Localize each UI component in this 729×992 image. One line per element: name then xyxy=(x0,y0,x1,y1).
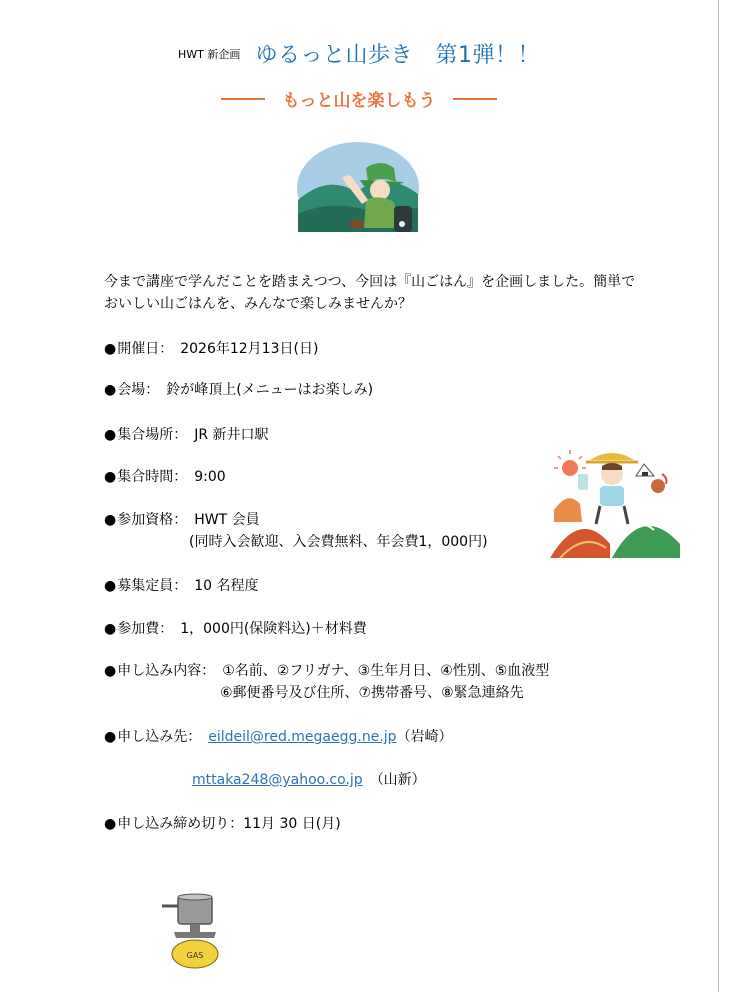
bullet: ● xyxy=(104,427,117,443)
bullet: ● xyxy=(104,663,117,679)
detail-venue xyxy=(104,379,373,401)
detail-meeting-time xyxy=(104,466,226,488)
pretitle: HWT 新企画 xyxy=(178,47,241,61)
application-content-line-1: ①名前、②フリガナ、③生年月日、④性別、⑤血液型 xyxy=(222,663,550,679)
bullet: ● xyxy=(104,512,117,528)
detail-meeting-place xyxy=(104,424,269,446)
subtitle: もっと山を楽しもう xyxy=(282,91,436,111)
intro-paragraph xyxy=(104,271,635,315)
intro-line-1: 今まで講座で学んだことを踏まえつつ、今回は『山ごはん』を企画しました。簡単で xyxy=(104,274,636,290)
detail-contact xyxy=(104,726,453,748)
contact-second xyxy=(192,769,426,791)
date-label: 開催日： xyxy=(117,341,174,357)
date-value: 2026年12月13日(日) xyxy=(180,341,319,357)
bullet: ● xyxy=(104,816,117,832)
fee-label: 参加費： xyxy=(117,621,174,637)
capacity-label: 募集定員： xyxy=(117,578,188,594)
fee-value: 1，000円(保険料込)＋材料費 xyxy=(180,621,367,637)
contact-email-link-2[interactable]: mttaka248@yahoo.co.jp xyxy=(192,772,363,788)
bullet: ● xyxy=(104,578,117,594)
header xyxy=(0,38,718,69)
eligibility-value: HWT 会員 xyxy=(194,512,260,528)
meeting-time-value: 9:00 xyxy=(194,469,226,485)
deadline-label: 申し込み締め切り： xyxy=(117,816,244,832)
contact-name-2: （山新） xyxy=(369,772,426,788)
contact-name-1: （岩崎） xyxy=(396,729,453,745)
page-title: ゆるっと山歩き 第1弾！！ xyxy=(255,43,540,68)
application-content-label: 申し込み内容： xyxy=(117,663,216,679)
venue-label: 会場： xyxy=(117,382,160,398)
meeting-place-value: JR 新井口駅 xyxy=(194,427,269,443)
camping-stove-illustration xyxy=(160,892,226,970)
kids-hiking-illustration xyxy=(550,448,680,560)
capacity-value: 10 名程度 xyxy=(194,578,259,594)
detail-capacity xyxy=(104,575,258,597)
detail-fee xyxy=(104,618,367,640)
bullet: ● xyxy=(104,341,117,357)
venue-value: 鈴が峰頂上(メニューはお楽しみ) xyxy=(166,382,374,398)
detail-eligibility xyxy=(104,509,260,531)
application-content-line-2: ⑥郵便番号及び住所、⑦携帯番号、⑧緊急連絡先 xyxy=(220,685,524,701)
intro-line-2: おいしい山ごはんを、みんなで楽しみませんか？ xyxy=(104,296,412,312)
subtitle-rule-right xyxy=(453,98,497,100)
contact-email-link-1[interactable]: eildeil@red.megaegg.ne.jp xyxy=(208,729,397,745)
eligibility-label: 参加資格： xyxy=(117,512,188,528)
detail-application-content xyxy=(104,660,549,682)
detail-deadline xyxy=(104,813,341,835)
detail-date xyxy=(104,338,318,360)
bullet: ● xyxy=(104,382,117,398)
contact-label: 申し込み先： xyxy=(117,729,202,745)
eligibility-note: (同時入会歓迎、入会費無料、年会費1，000円) xyxy=(189,534,488,550)
meeting-time-label: 集合時間： xyxy=(117,469,188,485)
hiker-eating-illustration xyxy=(294,128,422,248)
meeting-place-label: 集合場所： xyxy=(117,427,188,443)
subtitle-row xyxy=(0,86,718,111)
bullet: ● xyxy=(104,729,117,745)
subtitle-rule-left xyxy=(221,98,265,100)
stove-label: GAS xyxy=(186,951,204,960)
deadline-value: 11月 30 日(月) xyxy=(243,816,341,832)
bullet: ● xyxy=(104,469,117,485)
bullet: ● xyxy=(104,621,117,637)
page-border xyxy=(718,0,719,992)
